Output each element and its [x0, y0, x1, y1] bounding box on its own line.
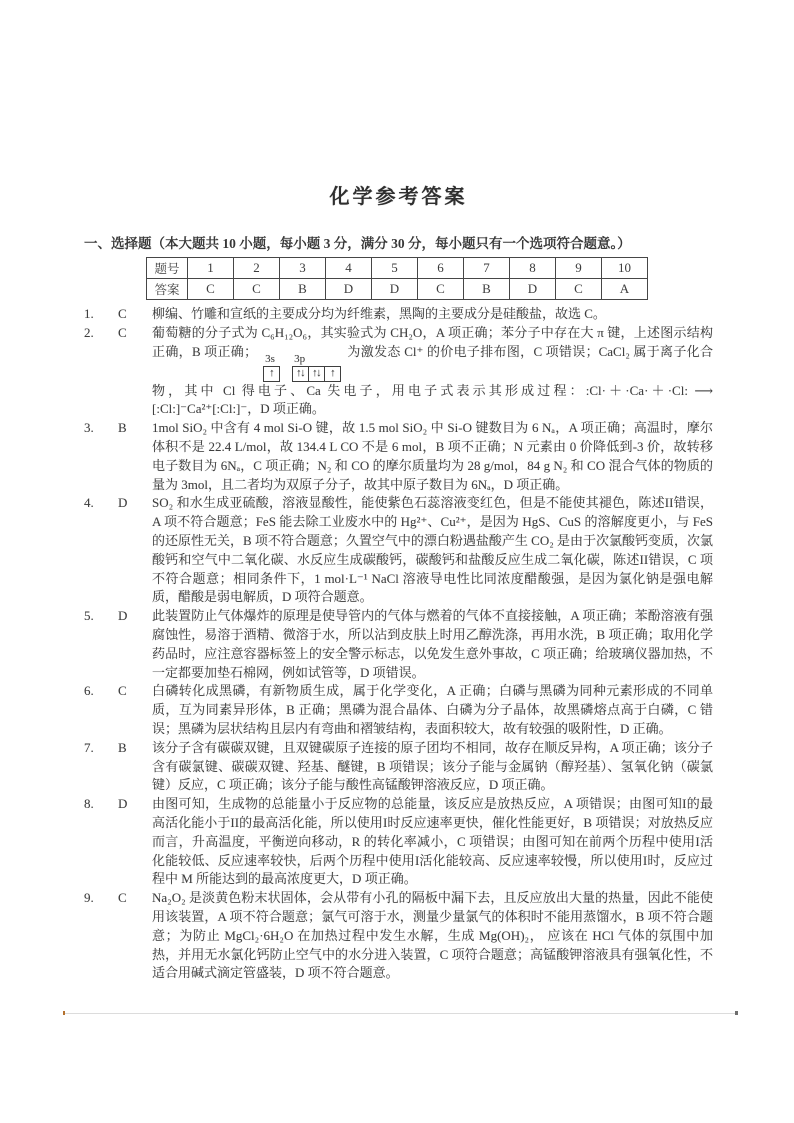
- question-number-cell: 4: [326, 258, 372, 279]
- orbital-group-3s: [263, 353, 280, 382]
- explanation-item-2: [84, 324, 713, 419]
- item-number: 2.: [84, 324, 94, 340]
- question-number-cell: 5: [372, 258, 418, 279]
- item-answer: D: [118, 495, 128, 511]
- item-text-after-diagram: 为激发态 Cl⁺ 的价电子排布图，C 项错误；CaCl₂ 属于离子化合物，其中 Cl 得电子、Ca 失电子，用电子式表示其形成过程：:Cl·＋·Ca·＋·Cl: ⟶ [:Cl:]⁻Ca²⁺[:Cl:]⁻，D 项正确。: [152, 343, 713, 417]
- explanation-item-5: [84, 607, 713, 682]
- footer-rule: [65, 1013, 735, 1014]
- explanation-item-1: [84, 305, 713, 324]
- question-number-cell: 2: [234, 258, 280, 279]
- item-text: 白磷转化成黑磷，有新物质生成，属于化学变化，A 正确；白磷与黑磷为同种元素形成的不同单质，互为同素异形体，B 正确；黑磷为混合晶体、白磷为分子晶体，故黑磷熔点高于白磷，C 错误；黑磷为层状结构且层内有弯曲和褶皱结构，表面积较大，故有较强的吸附性，D 正确。: [152, 683, 713, 736]
- question-number-cell: 9: [556, 258, 602, 279]
- item-number: 5.: [84, 608, 94, 624]
- answer-cell: C: [188, 279, 234, 300]
- explanation-list: [84, 305, 713, 983]
- question-number-cell: 1: [188, 258, 234, 279]
- item-number: 7.: [84, 739, 94, 755]
- item-answer: B: [118, 739, 127, 755]
- question-number-row-label: 题号: [147, 258, 188, 279]
- orbital-label-3p: 3p: [294, 352, 306, 365]
- answer-cell: B: [280, 279, 326, 300]
- item-answer: C: [118, 306, 127, 321]
- answer-cell: C: [418, 279, 464, 300]
- answer-cell: C: [234, 279, 280, 300]
- answer-row-label: 答案: [147, 279, 188, 300]
- answer-cell: D: [510, 279, 556, 300]
- item-text: 1mol SiO₂ 中含有 4 mol Si-O 键，故 1.5 mol SiO₂ 中 Si-O 键数目为 6 Nₐ，A 项正确；高温时，摩尔体积不是 22.4 L/mol，故 134.4 L CO 不是 6 mol，B 项不正确；N 元素由 0 价降低到-3 价，故转移电子数目为 6Nₐ，C 项正确；N₂ 和 CO 的摩尔质量均为 28 g/mol，84 g N₂ 和 CO 混合气体的物质的量为 3mol，且二者均为双原子分子，故其中原子数目为 6Nₐ，D 项正确。: [152, 420, 713, 492]
- item-answer: C: [118, 890, 127, 906]
- explanation-item-8: [84, 795, 713, 889]
- item-text: 柳编、竹雕和宣纸的主要成分均为纤维素，黑陶的主要成分是硅酸盐，故选 C。: [152, 306, 606, 321]
- answer-cell: D: [372, 279, 418, 300]
- item-text: 此装置防止气体爆炸的原理是使导管内的气体与燃着的气体不直接接触，A 项正确；苯酚溶液有强腐蚀性，易溶于酒精、微溶于水，所以沾到皮肤上时用乙醇洗涤，再用水洗，B 项正确；取用化学药品时，应注意容器标签上的安全警示标志，以免发生意外事故，C 项正确；给玻璃仪器加热，不一定都要加垫石棉网，例如试管等，D 项错误。: [152, 608, 713, 680]
- answer-cell: B: [464, 279, 510, 300]
- item-text: Na₂O₂ 是淡黄色粉末状固体，会从带有小孔的隔板中漏下去，且反应放出大量的热量，因此不能使用该装置，A 项不符合题意；氯气可溶于水，测量少量氯气的体积时不能用蒸馏水，B 项不符合题意；为防止 MgCl₂·6H₂O 在加热过程中发生水解，生成 Mg(OH)₂， 应该在 HCl 气体的氛围中加热，并用无水氯化钙防止空气中的水分进入装置，C 项符合题意；高锰酸钾溶液具有强氧化性，不适合用碱式滴定管盛装，D 项不符合题意。: [152, 890, 713, 981]
- item-answer: B: [118, 420, 127, 436]
- orbital-cell: ↑: [263, 366, 280, 382]
- orbital-diagram: [263, 353, 341, 382]
- section-heading: 一、选择题（本大题共 10 小题，每小题 3 分，满分 30 分，每小题只有一个选项符合题意。）: [84, 236, 631, 251]
- question-number-cell: 8: [510, 258, 556, 279]
- orbital-cell: ↑↓: [292, 366, 309, 382]
- orbital-cell: ↑: [324, 366, 341, 382]
- answer-cell: C: [556, 279, 602, 300]
- item-answer: D: [118, 796, 128, 812]
- question-number-cell: 10: [602, 258, 648, 279]
- item-number: 6.: [84, 683, 94, 699]
- orbital-label-3s: 3s: [265, 352, 275, 365]
- explanation-item-9: [84, 889, 713, 983]
- item-number: 8.: [84, 796, 94, 812]
- answer-cell: A: [602, 279, 648, 300]
- explanation-item-3: [84, 419, 713, 494]
- item-text: [152, 324, 713, 419]
- item-answer: D: [118, 608, 128, 624]
- item-text: SO₂ 和水生成亚硫酸，溶液显酸性，能使紫色石蕊溶液变红色，但是不能使其褪色，陈述II错误，A 项不符合题意；FeS 能去除工业废水中的 Hg²⁺、Cu²⁺，是因为 HgS、CuS 的溶解度更小，与 FeS 的还原性无关，B 项不符合题意；久置空气中的漂白粉遇盐酸产生 CO₂ 是由于次氯酸钙变质，次氯酸钙和空气中二氧化碳、水反应生成碳酸钙，碳酸钙和盐酸反应生成二氧化碳，陈述II错误，C 项不符合题意；相同条件下，1 mol·L⁻¹ NaCl 溶液导电性比同浓度醋酸强，是因为氯化钠是强电解质，醋酸是弱电解质，D 项符合题意。: [152, 495, 714, 605]
- answer-row: [147, 279, 648, 300]
- item-number: 4.: [84, 495, 94, 511]
- orbital-cell: ↑↓: [308, 366, 325, 382]
- question-number-row: [147, 258, 648, 279]
- question-number-cell: 7: [464, 258, 510, 279]
- explanation-item-4: [84, 494, 713, 607]
- explanation-item-6: [84, 682, 713, 738]
- answer-cell: D: [326, 279, 372, 300]
- item-text: 由图可知，生成物的总能量小于反应物的总能量，该反应是放热反应，A 项错误；由图可知I的最高活化能小于II的最高活化能，所以使用I时反应速率更快，催化性能更好，B 项错误；对放热反应而言，升高温度，平衡逆向移动，R 的转化率减小，C 项错误；由图可知在前两个历程中使用I活化能较低、反应速率较快，后两个历程中使用I活化能较高、反应速率较慢，所以使用I时，反应过程中 M 所能达到的最高浓度更大，D 项正确。: [152, 796, 713, 887]
- item-number: 9.: [84, 890, 94, 906]
- answer-table: [146, 257, 648, 300]
- item-text-before-diagram: 葡萄糖的分子式为 C₆H₁₂O₆，其实验式为 CH₂O，A 项正确；苯分子中存在大 π 键，上述图示结构正确，B 项正确；: [152, 324, 713, 359]
- orbital-group-3p: [292, 353, 341, 382]
- item-number: 1.: [84, 306, 94, 321]
- item-answer: C: [118, 683, 127, 699]
- item-text: 该分子含有碳碳双键，且双键碳原子连接的原子团均不相同，故存在顺反异构，A 项正确；该分子含有碳氯键、碳碳双键、羟基、醚键，B 项错误；该分子能与金属钠（醇羟基）、氢氧化钠（碳氯键）反应，C 项正确；该分子能与酸性高锰酸钾溶液反应，D 项正确。: [152, 739, 713, 793]
- item-number: 3.: [84, 420, 94, 436]
- question-number-cell: 6: [418, 258, 464, 279]
- page-title: 化学参考答案: [329, 186, 468, 208]
- question-number-cell: 3: [280, 258, 326, 279]
- explanation-item-7: [84, 739, 713, 795]
- item-answer: C: [118, 324, 127, 340]
